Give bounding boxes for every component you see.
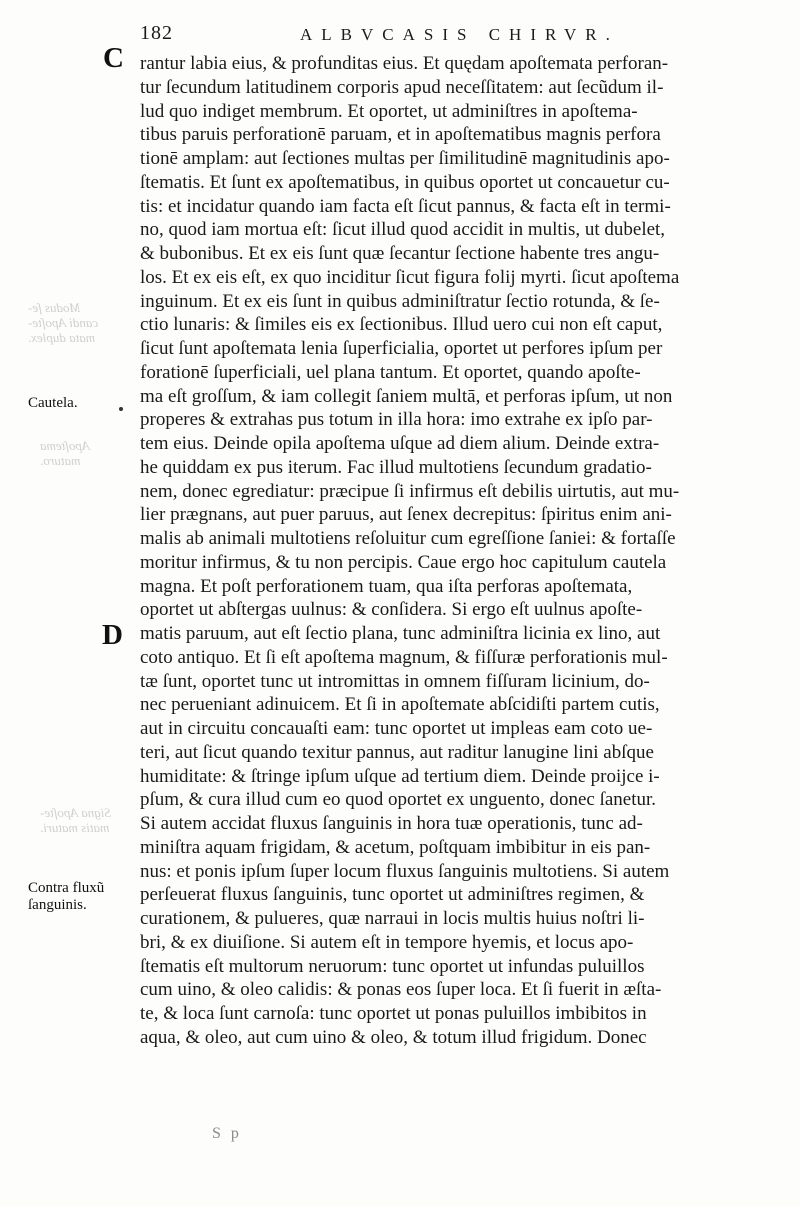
margin-note-contra-fluxum — [28, 880, 104, 914]
text-line: teri, aut ſicut quando texitur pannus, aut raditur lanugine lini abſque — [140, 741, 654, 763]
text-line — [140, 1097, 795, 1121]
folio-number: 182 — [140, 22, 173, 44]
text-line: lier prægnans, aut puer paruus, aut ſenex decrepitus: ſpiritus enim ani- — [140, 504, 672, 526]
text-line — [140, 1050, 795, 1074]
text-line — [140, 1073, 795, 1097]
text-line: inguinum. Et ex eis ſunt in quibus adminiſtratur ſectio rotunda, & ſe- — [140, 290, 660, 312]
text-line: bri, & ex diuiſione. Si autem eſt in tempore hyemis, et locus apo- — [140, 931, 634, 953]
text-line: ctio lunaris: & ſimiles eis ex ſectionibus. Illud uero cui non eſt caput, — [140, 314, 663, 336]
text-line: tionē amplam: aut ſectiones multas per ſimilitudinē magnitudinis apo- — [140, 148, 670, 169]
show-through-note: Modus ſe- candi Apoſte- mata duplex. — [28, 300, 99, 345]
page-header — [140, 22, 760, 48]
text-line: nus: et ponis ipſum ſuper locum fluxus ſanguinis multotiens. Si autem — [140, 860, 670, 882]
text-line: ma eſt groſſum, & iam collegit ſaniem multā, et perforas ipſum, ut non — [140, 385, 673, 407]
text-line: no, quod iam mortua eſt: ſicut illud quod accidit in multis, ut dubelet, — [140, 219, 666, 241]
text-line: nem, donec egrediatur: præcipue ſi infirmus eſt debilis uirtutis, aut mu- — [140, 480, 680, 502]
margin-note-text: Cautela. — [28, 395, 78, 411]
main-text-block — [140, 52, 795, 1121]
text-line: te, & loca ſunt carnoſa: tunc oportet ut ponas puluillos imbibitos in — [140, 1003, 647, 1024]
text-line: tur ſecundum latitudinem corporis apud neceſſitatem: aut ſecũdum il- — [140, 76, 664, 98]
text-line: rantur labia eius, & profunditas eius. Et quędam apoſtemata perforan- — [140, 53, 669, 74]
text-line: tem eius. Deinde opila apoſtema uſque ad diem alium. Deinde extra- — [140, 433, 660, 454]
text-line: ſtematis eſt multorum neruorum: tunc oportet ut infundas puluillos — [140, 955, 645, 977]
running-head: ALBVCASIS CHIRVR. — [300, 25, 619, 44]
text-line: curationem, & pulueres, quæ narraui in locis multis huius noſtri li- — [140, 908, 645, 929]
text-line: pſum, & cura illud cum eo quod oportet ex unguento, donec ſanetur. — [140, 789, 657, 811]
margin-note-cautela — [28, 395, 78, 412]
text-line: tis: et incidatur quando iam facta eſt ſicut pannus, & facta eſt in termi- — [140, 195, 671, 217]
margin-note-text: Contra fluxũ — [28, 880, 105, 896]
text-line: magna. Et poſt perforationem tuam, qua iſta perforas apoſtemata, — [140, 575, 633, 597]
text-line: nec perueniant adinuicem. Et ſi in apoſtemate abſcidiſti partem cutis, — [140, 694, 660, 716]
show-through-note: Apoſtema maturo. — [40, 438, 90, 468]
text-line: aqua, & oleo, aut cum uino & oleo, & totum illud frigidum. Donec — [140, 1026, 647, 1048]
text-line: & bubonibus. Et ex eis ſunt quæ ſecantur ſectione habente tres angu- — [140, 243, 660, 264]
text-line: ſicut ſunt apoſtemata lenia ſuperficialia, oportet ut perfores ipſum per — [140, 338, 663, 359]
text-line: ſtematis. Et ſunt ex apoſtematibus, in quibus oportet ut concauetur cu- — [140, 171, 670, 193]
text-line: humiditate: & ſtringe ipſum uſque ad tertium diem. Deinde proijce i- — [140, 765, 660, 787]
text-line: aut in circuitu concauaſti eam: tunc oportet ut impleas eam coto ue- — [140, 718, 653, 739]
initial-letter-d: D — [102, 619, 123, 651]
text-line: he quiddam ex pus iterum. Fac illud multotiens ſecundum gradatio- — [140, 456, 652, 478]
initial-letter-c: C — [103, 42, 124, 74]
text-line: moritur infirmus, & tu non percipis. Caue ergo hoc capitulum cautela — [140, 551, 667, 573]
text-line: miniſtra aquam frigidam, & acetum, poſtquam imbibitur in eis pan- — [140, 836, 651, 858]
text-line: tibus paruis perforationē paruam, et in apoſtematibus magnis perfora — [140, 124, 661, 146]
text-line: oportet ut abſtergas uulnus: & conſidera. Si ergo eſt uulnus apoſte- — [140, 599, 643, 621]
text-line: coto antiquo. Et ſi eſt apoſtema magnum, & fiſſuræ perforationis mul- — [140, 646, 668, 668]
text-line: perſeuerat fluxus ſanguinis, tunc oportet ut adminiſtres regimen, & — [140, 884, 645, 906]
text-line: cum uino, & oleo calidis: & ponas eos ſuper loca. Et ſi fuerit in æſta- — [140, 979, 662, 1001]
text-line: properes & extrahas pus totum in illa hora: imo extrahe ex ipſo par- — [140, 409, 653, 431]
text-line: forationē ſuperficiali, uel plana tantum. Et oportet, quando apoſte- — [140, 361, 641, 383]
text-line: los. Et ex eis eſt, ex quo inciditur ſicut figura folij myrti. ſicut apoſtema — [140, 266, 680, 288]
show-through-note: Signa Apoſte- matis maturi. — [40, 805, 111, 835]
text-line: lud quo indiget membrum. Et oportet, ut adminiſtres in apoſtema- — [140, 100, 638, 122]
signature-mark: S p — [212, 1125, 242, 1142]
text-line: malis ab animali multotiens reſoluitur cum egreſſione ſaniei: & fortaſſe — [140, 528, 676, 549]
text-line: Si autem accidat fluxus ſanguinis in hora tuæ operationis, tunc ad- — [140, 813, 643, 834]
text-line: matis paruum, aut eſt ſectio plana, tunc adminiſtra licinia ex lino, aut — [140, 623, 661, 644]
margin-mark-dot — [119, 407, 123, 411]
margin-note-text: ſanguinis. — [28, 897, 87, 913]
text-line: tæ ſunt, oportet tunc ut intromittas in omnem fiſſuram licinium, do- — [140, 670, 650, 692]
